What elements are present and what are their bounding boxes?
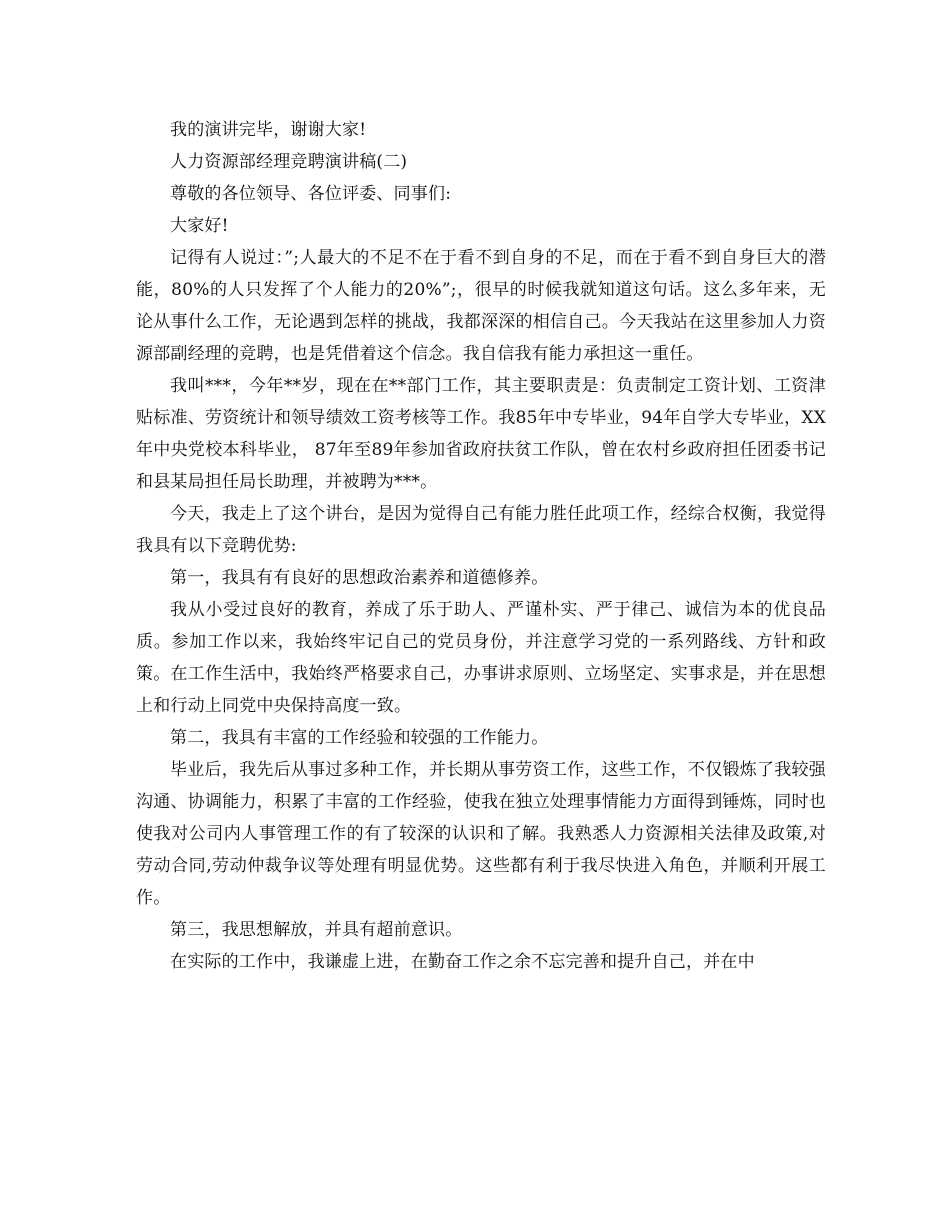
paragraph-advantages-lead: 今天，我走上了这个讲台，是因为觉得自己有能力胜任此项工作，经综合权衡，我觉得我具有以下竞聘优势: (136, 504, 826, 556)
paragraph-point-one: 我从小受过良好的教育，养成了乐于助人、严谨朴实、严于律己、诚信为本的优良品质。参加工作以来，我始终牢记自己的党员身份，并注意学习党的一系列路线、方针和政策。在工作生活中，我始终严格要求自己，办事讲求原则、立场坚定、实事求是，并在思想上和行动上同党中央保持高度一致。 (136, 600, 826, 716)
paragraph-point-three: 在实际的工作中，我谦虚上进，在勤奋工作之余不忘完善和提升自己，并在中 (170, 952, 755, 972)
closing-line: 我的演讲完毕，谢谢大家! (170, 120, 367, 140)
document-body (136, 114, 826, 978)
speech-title: 人力资源部经理竞聘演讲稿(二) (170, 152, 408, 172)
greeting: 大家好! (170, 216, 229, 236)
paragraph-intro-quote: 记得有人说过：”;人最大的不足不在于看不到自身的不足，而在于看不到自身巨大的潜能，80%的人只发挥了个人能力的20%”;，很早的时候我就知道这句话。这么多年来，无论从事什么工作，无论遇到怎样的挑战，我都深深的相信自己。今天我站在这里参加人力资源部副经理的竞聘，也是凭借着这个信念。我自信我有能力承担这一重任。 (136, 248, 826, 364)
heading-point-three: 第三，我思想解放，并具有超前意识。 (170, 920, 463, 940)
heading-point-two: 第二，我具有丰富的工作经验和较强的工作能力。 (170, 728, 549, 748)
paragraph-self-introduction: 我叫***，今年**岁，现在在**部门工作，其主要职责是：负责制定工资计划、工资津贴标准、劳资统计和领导绩效工资考核等工作。我85年中专毕业，94年自学大专毕业，XX年中央党校本科毕业， 87年至89年参加省政府扶贫工作队，曾在农村乡政府担任团委书记和县某局担任局长助理，并被聘为***。 (136, 376, 826, 492)
salutation: 尊敬的各位领导、各位评委、同事们: (170, 184, 452, 204)
heading-point-one: 第一，我具有有良好的思想政治素养和道德修养。 (170, 568, 549, 588)
paragraph-point-two: 毕业后，我先后从事过多种工作，并长期从事劳资工作，这些工作，不仅锻炼了我较强沟通、协调能力，积累了丰富的工作经验，使我在独立处理事情能力方面得到锤炼，同时也使我对公司内人事管理工作的有了较深的认识和了解。我熟悉人力资源相关法律及政策,对劳动合同,劳动仲裁争议等处理有明显优势。这些都有利于我尽快进入角色，并顺利开展工作。 (136, 760, 826, 908)
